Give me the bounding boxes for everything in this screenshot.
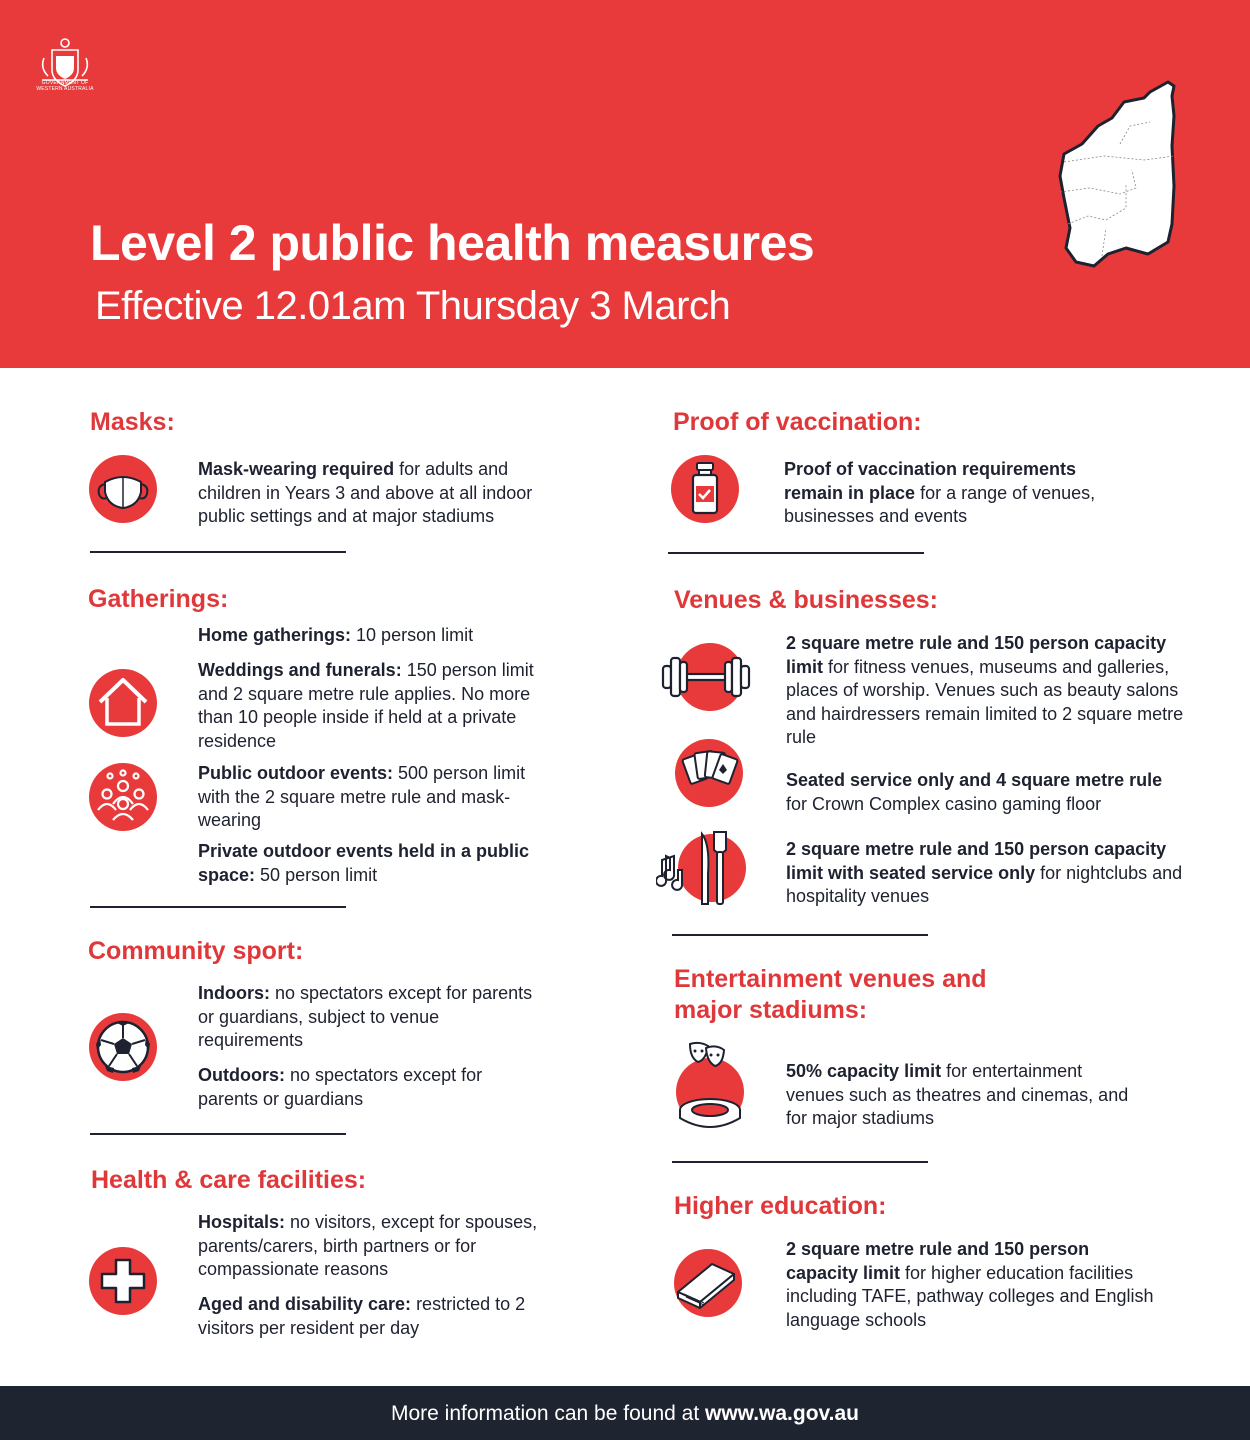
gathering-item-detail: 150 person limit and 2 square metre rule applies. No more than 10 people inside if held at a private residence [198,660,534,751]
book-icon [672,1248,742,1318]
western-australia-map-icon [1040,74,1180,274]
sport-item-detail: no spectators except for parents or guardians, subject to venue requirements [198,983,533,1050]
divider [90,551,346,553]
divider [90,1133,346,1135]
face-mask-icon [88,454,158,524]
venues-item-detail: for Crown Complex casino gaming floor [786,793,1102,814]
masks-bold: Mask-wearing required [198,459,395,479]
footer-link[interactable]: www.wa.gov.au [704,1402,860,1425]
venues-item-bold: 2 square metre rule and 150 person capacity limit with seated service only [786,839,1167,883]
header-banner [0,0,1250,368]
vaccine-vial-icon [670,454,740,524]
entertainment-detail: for entertainment venues such as theatres and cinemas, and for major stadiums [786,1061,1129,1128]
venues-item-fitness [786,632,1186,750]
entertainment-bold: 50% capacity limit [786,1061,942,1081]
vaccination-detail: for a range of venues, businesses and events [784,482,1096,526]
footer-prefix: More information can be found at [390,1402,705,1425]
venues-item-detail: for nightclubs and hospitality venues [786,862,1183,906]
sport-item-outdoors [198,1064,538,1111]
gathering-item-detail: 500 person limit with the 2 square metre rule and mask-wearing [198,763,526,830]
venues-item-nightclubs [786,838,1186,909]
health-item-bold: Aged and disability care: [198,1294,412,1314]
sport-item-detail: no spectators except for parents or guardians [198,1065,483,1109]
gathering-item-private-outdoor [198,840,538,887]
education-detail: for higher education facilities including TAFE, pathway colleges and English language schools [786,1262,1154,1330]
venues-item-bold: Seated service only and 4 square metre rule [786,770,1163,790]
education-text [786,1238,1156,1332]
venues-item-detail: for fitness venues, museums and galleries, places of worship. Venues such as beauty salons and hairdressers remain limited to 2 square metre rule [786,656,1184,747]
higher-education-heading: Higher education: [674,1192,887,1220]
vaccination-heading: Proof of vaccination: [673,408,922,436]
theatre-masks-and-stadium-icon [670,1040,750,1132]
divider [672,1161,928,1163]
masks-heading: Masks: [90,408,175,436]
page-title: Level 2 public health measures [90,215,815,271]
gatherings-heading: Gatherings: [88,585,229,613]
masks-detail: for adults and children in Years 3 and above at all indoor public settings and at major stadiums [198,459,533,526]
gathering-item-detail: 10 person limit [351,625,474,645]
education-bold: 2 square metre rule and 150 person capacity limit [786,1239,1090,1283]
gathering-item-public-outdoor [198,762,538,833]
entertainment-heading-line2: major stadiums: [674,996,868,1024]
house-icon [88,668,158,738]
group-of-people-icon [88,762,158,832]
health-item-aged-care [198,1293,548,1340]
gathering-item-bold: Public outdoor events: [198,763,394,783]
entertainment-text [786,1060,1136,1131]
sport-item-indoors [198,982,538,1053]
sport-item-bold: Indoors: [198,983,270,1003]
gathering-item-bold: Weddings and funerals: [198,660,402,680]
gathering-item-bold: Home gatherings: [198,625,352,645]
divider [668,552,924,554]
crest-caption: GOVERNMENT OF WESTERN AUSTRALIA [36,80,94,92]
divider [672,934,928,936]
divider [90,906,346,908]
footer-bar [0,1386,1250,1440]
music-and-cutlery-icon [656,826,748,908]
venues-item-casino [786,769,1186,816]
gathering-item-bold: Private outdoor events held in a public space: [198,841,530,885]
vaccination-text [784,458,1134,529]
health-item-detail: restricted to 2 visitors per resident per day [198,1294,526,1338]
dumbbell-icon [660,642,752,712]
venues-heading: Venues & businesses: [674,586,939,614]
masks-text [198,458,568,529]
community-sport-heading: Community sport: [88,937,304,965]
gathering-item-weddings [198,659,538,753]
vaccination-bold: Proof of vaccination requirements remain in place [784,459,1077,503]
entertainment-heading [674,964,987,1026]
health-item-detail: no visitors, except for spouses, parents/carers, birth partners or for compassionate reasons [198,1212,538,1279]
page-subtitle: Effective 12.01am Thursday 3 March [95,284,731,328]
medical-cross-icon [88,1246,158,1316]
entertainment-heading-line1: Entertainment venues and [674,965,987,993]
venues-item-bold: 2 square metre rule and 150 person capacity limit [786,633,1167,677]
health-item-hospitals [198,1211,548,1282]
gathering-item-home [198,624,538,648]
footer-text [391,1402,859,1426]
playing-cards-icon [674,738,744,808]
gathering-item-detail: 50 person limit [255,864,378,885]
health-item-bold: Hospitals: [198,1212,286,1232]
sport-item-bold: Outdoors: [198,1065,285,1085]
health-care-heading: Health & care facilities: [91,1166,367,1194]
soccer-ball-icon [88,1012,158,1082]
